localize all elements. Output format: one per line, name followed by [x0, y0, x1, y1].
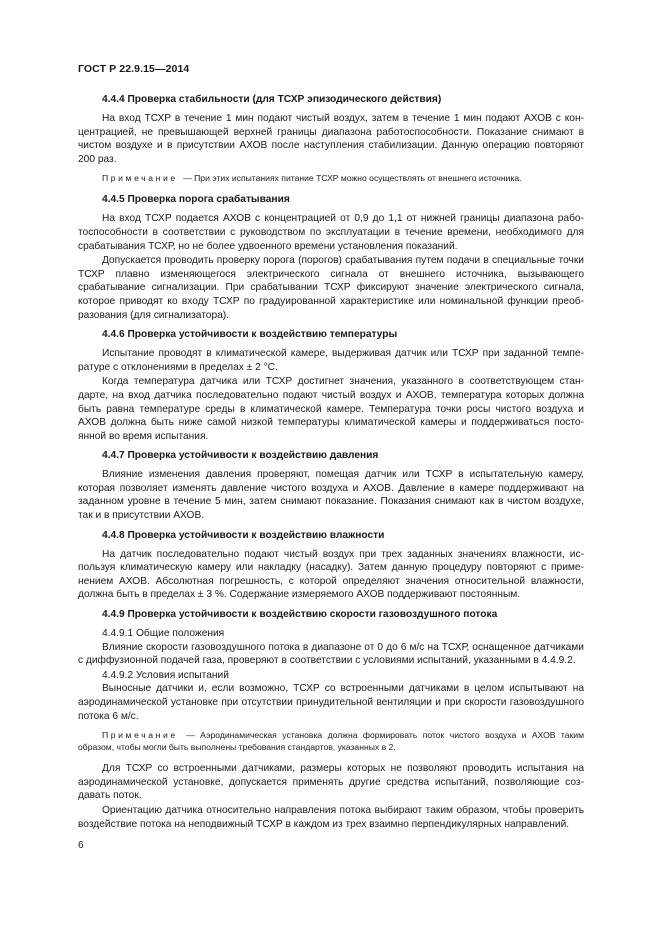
paragraph: Влияние скорости газовоздушного потока в диапазоне от 0 до 6 м/с на ТСХР, оснащенное датчиками с диффузионной подачей газа, проверяют в соответствии с условиями испытаний, указанными в 4.4.9.2.: [78, 641, 584, 667]
paragraph: На вход ТСХР в течение 1 мин подают чистый воздух, затем в течение 1 мин подают АХОВ с концентрацией, не превышающей верхней границы диапазона работоспособности. Показание снимают в чистом воздухе и в присутствии АХОВ после наступления стабилизации. Данную операцию повторяют 200 раз.: [78, 113, 584, 165]
document-body: [78, 93, 584, 832]
paragraph: Допускается проводить проверку порога (порогов) срабатывания путем подачи в специальные точки ТСХР плавно изменяющегося электрического сигнала от внешнего источника, вызывающего срабатывание сигнализации. При срабатывании ТСХР фиксируют значение электрического сигнала, которое приводят ко входу ТСХР по градуированной характеристике или номинальной функции преобразования (для сигнализатора).: [78, 255, 584, 321]
paragraph: Испытание проводят в климатической камере, выдерживая датчик или ТСХР при заданной температуре с отклонениями в пределах ± 2 °С.: [78, 348, 584, 373]
note: [78, 729, 584, 753]
paragraph: Влияние изменения давления проверяют, помещая датчик или ТСХР в испытательную камеру, которая позволяет изменять давление чистого воздуха и АХОВ. Давление в камере поддерживают на заданном уровне в течение 5 мин, затем снимают показание. Показания снимают как в чистом воздухе, так и в присутствии АХОВ.: [78, 469, 584, 522]
section-heading: 4.4.4 Проверка стабильности (для ТСХР эпизодического действия): [102, 94, 442, 105]
page-number: 6: [78, 840, 84, 851]
section-heading: 4.4.7 Проверка устойчивости к воздействию давления: [102, 450, 379, 462]
section-4-4-4: [78, 93, 584, 184]
note-text: — При этих испытаниях питание ТСХР можно осуществлять от внешнего источника.: [180, 173, 522, 184]
note-label: Примечание: [102, 173, 178, 184]
note: [78, 172, 584, 184]
paragraph: Для ТСХР со встроенными датчиками, размеры которых не позволяют проводить испытания на аэродинамической установке, допускается применять другие средства испытаний, позволяющие создавать поток.: [78, 763, 584, 802]
subsection-heading: 4.4.9.2 Условия испытаний: [102, 669, 229, 681]
paragraph: На датчик последовательно подают чистый воздух при трех заданных значениях влажности, используя климатическую камеру или накладку (насадку). Затем данную процедуру повторяют с применением АХОВ. Абсолютная погрешность, с которой определяют значения относительной влажности, должна быть в пределах ± 3 %. Содержание измеряемого АХОВ поддерживают постоянным.: [78, 548, 584, 601]
section-4-4-8: [78, 529, 584, 602]
paragraph: Ориентацию датчика относительно направления потока выбирают таким образом, чтобы проверить воздействие потока на неподвижный ТСХР в каждом из трех взаимно перпендикулярных направлений.: [78, 804, 584, 830]
section-heading: 4.4.6 Проверка устойчивости к воздействию температуры: [102, 329, 398, 341]
section-4-4-7: [78, 449, 584, 522]
paragraph: Когда температура датчика или ТСХР достигнет значения, указанного в соответствующем стандарте, на вход датчика последовательно подают чистый воздух и АХОВ, температура которых должна быть равна температуре среды в климатической камере. Температура точки росы чистого воздуха и АХОВ должна быть ниже самой низкой температуры климатической камеры и поддерживаться постоянной во время испытания.: [78, 376, 584, 442]
paragraph: На вход ТСХР подается АХОВ с концентрацией от 0,9 до 1,1 от нижней границы диапазона работоспособности в соответствии с руководством по эксплуатации в течение времени, необходимого для срабатывания ТСХР, но не более удвоенного времени установления показаний.: [78, 213, 584, 252]
note-text: — Аэродинамическая установка должна формировать поток чистого воздуха и АХОВ таким образом, чтобы могли быть выполнены требования стандартов, указанных в 2.: [78, 730, 584, 753]
section-heading: 4.4.8 Проверка устойчивости к воздействию влажности: [102, 529, 385, 541]
section-4-4-5: [78, 193, 584, 322]
note-label: Примечание: [102, 730, 178, 741]
section-heading: 4.4.9 Проверка устойчивости к воздействию скорости газовоздушного потока: [102, 609, 498, 621]
section-4-4-6: [78, 328, 584, 443]
paragraph: Выносные датчики и, если возможно, ТСХР со встроенными датчиками в целом испытывают на аэродинамической установке при отсутствии принудительной вентиляции и при скорости газовоздушного потока 6 м/с.: [78, 683, 584, 722]
document-header: ГОСТ Р 22.9.15—2014: [78, 63, 190, 75]
section-4-4-9: [78, 608, 584, 831]
subsection-heading: 4.4.9.1 Общие положения: [102, 628, 225, 640]
section-heading: 4.4.5 Проверка порога срабатывания: [102, 194, 290, 206]
